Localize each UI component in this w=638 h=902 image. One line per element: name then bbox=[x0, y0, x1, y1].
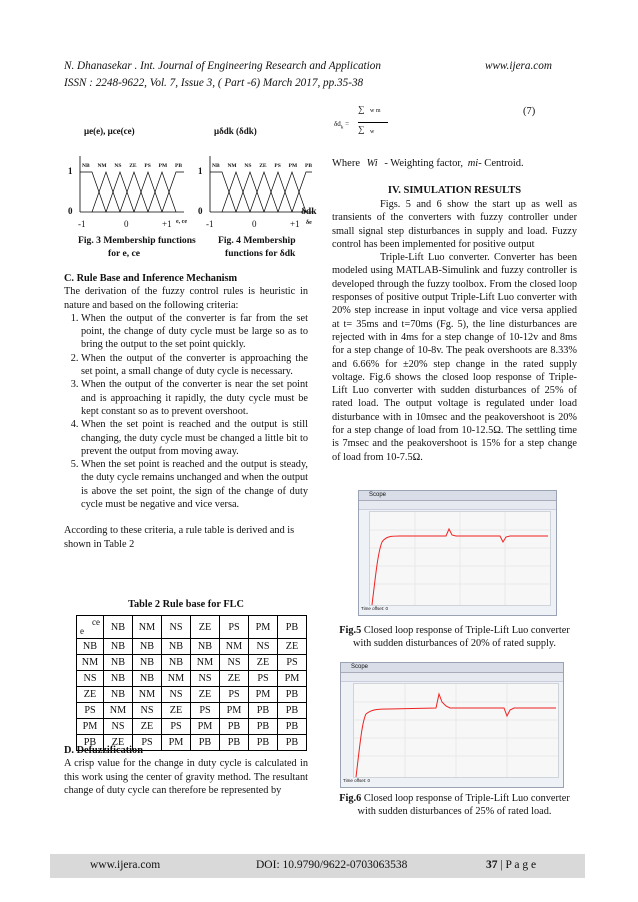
page-footer bbox=[50, 854, 585, 878]
footer-page-word: | P a g e bbox=[497, 859, 537, 871]
fig5-waveform bbox=[370, 512, 550, 605]
fig3-caption-line1: Fig. 3 Membership functions bbox=[78, 235, 196, 246]
fig3-one: 1 bbox=[68, 166, 73, 176]
table-cell: PS bbox=[249, 671, 278, 687]
section-c-heading: C. Rule Base and Inference Mechanism bbox=[64, 273, 238, 284]
table-cell: NB bbox=[104, 639, 133, 655]
table-cell: PB bbox=[249, 719, 278, 735]
fig3-tick-zero: 0 bbox=[124, 219, 129, 229]
table-cell: ZE bbox=[249, 655, 278, 671]
criterion-item: 4. When the set point is reached and the output is still changing, the duty cycle must be changed a little bit to prevent the output from moving away. bbox=[81, 418, 308, 458]
table-cell: PM bbox=[278, 671, 307, 687]
fig3-caption-line2: for e, ce bbox=[108, 248, 141, 259]
table-col-header: PM bbox=[249, 616, 278, 639]
table-cell: PS bbox=[220, 687, 249, 703]
fig4-tick-pos: +1 bbox=[290, 219, 300, 229]
eq-sum-bottom: ∑ bbox=[358, 124, 365, 134]
fig4-set: ZE bbox=[259, 163, 267, 169]
table-cell: ZE bbox=[191, 687, 220, 703]
table-row bbox=[77, 687, 307, 703]
table-cell: PS bbox=[133, 735, 162, 751]
table-cell: PS bbox=[278, 655, 307, 671]
table-cell: NS bbox=[191, 671, 220, 687]
section-iv-para2: Triple-Lift Luo converter. Converter has been modeled using MATLAB-Simulink and fuzzy controller is developed through the fuzzy toolbox. From the closed loop responses of positive output Triple-Lift Luo converter with 20% step increase in input voltage and vice versa applied at t= 35ms and t=70ms (Fg. 5), the line disturbances are rejected with in 4ms for a step change of 10-12v and 8ms for a step change of 10-8v. The peak overshoots are 8.33% and 6.66% for ±20% step change in the rated supply voltage. Fig.6 shows the closed loop response of Triple-Lift Luo converter with sudden disturbances of 25% of rated load. The output voltage is regulated under load disturbance with in 10msec and the peakovershoot is 20% for a step change of load from 10-12.5Ω. The settling time is 7msec and the peakovershoot is 15% for a step change of load from 10-7.5Ω. bbox=[332, 252, 577, 463]
table-cell: NS bbox=[133, 703, 162, 719]
table-cell: PM bbox=[220, 703, 249, 719]
fig4-set-labels bbox=[212, 163, 312, 169]
journal-authors: N. Dhanasekar . Int. Journal of Engineering Research and Application bbox=[64, 60, 381, 72]
table-cell: NB bbox=[133, 655, 162, 671]
eq-denominator: w bbox=[370, 129, 375, 135]
table-cell: ZE bbox=[220, 671, 249, 687]
row-header: PB bbox=[77, 735, 104, 751]
fig4-caption-line1: Fig. 4 Membership bbox=[218, 235, 296, 246]
table-cell: PB bbox=[191, 735, 220, 751]
eq-lhs-sub: k bbox=[340, 125, 344, 131]
where-wi: Wi bbox=[366, 158, 378, 169]
eq-lhs-text: δd bbox=[334, 120, 341, 128]
row-header: NS bbox=[77, 671, 104, 687]
table-cell: PB bbox=[278, 687, 307, 703]
fig3-ylabel: μe(e), μce(ce) bbox=[84, 126, 135, 136]
fig5-plot-area bbox=[369, 511, 551, 606]
row-header: NB bbox=[77, 639, 104, 655]
criteria-list bbox=[64, 312, 308, 511]
fig4-axis2: δe bbox=[306, 220, 312, 226]
fig6-window-title: Scope bbox=[351, 664, 369, 670]
table-cell: PB bbox=[278, 719, 307, 735]
table-cell: PS bbox=[162, 719, 191, 735]
table-cell: ZE bbox=[104, 735, 133, 751]
table-cell: ZE bbox=[162, 703, 191, 719]
table-cell: NB bbox=[162, 639, 191, 655]
table-cell: NM bbox=[104, 703, 133, 719]
fig3-set: PB bbox=[174, 163, 182, 169]
criterion-item: 2. When the output of the converter is approaching the set point, a small change of duty cycle is necessary. bbox=[81, 352, 308, 379]
fig5-window-title: Scope bbox=[369, 492, 387, 498]
table-cell: ZE bbox=[133, 719, 162, 735]
table-col-header: NS bbox=[162, 616, 191, 639]
fig5-toolbar bbox=[359, 501, 556, 510]
table-cell: NB bbox=[104, 671, 133, 687]
table-cell: NM bbox=[191, 655, 220, 671]
fig5-caption-label: Fig.5 bbox=[339, 625, 362, 636]
fig3-set: PS bbox=[144, 163, 151, 169]
table-col-header: NB bbox=[104, 616, 133, 639]
fig5-scope-window bbox=[358, 490, 557, 616]
fig3-set: NM bbox=[97, 163, 107, 169]
table-cell: PS bbox=[191, 703, 220, 719]
fig6-toolbar bbox=[341, 673, 563, 682]
table-row bbox=[77, 671, 307, 687]
table-cell: NS bbox=[162, 687, 191, 703]
table-cell: PB bbox=[220, 719, 249, 735]
footer-page bbox=[486, 859, 536, 871]
section-c bbox=[64, 272, 308, 551]
fig4-tick-neg: -1 bbox=[206, 219, 214, 229]
section-iv-heading: IV. SIMULATION RESULTS bbox=[387, 185, 522, 196]
where-text1: Where bbox=[332, 158, 360, 169]
footer-site: www.ijera.com bbox=[90, 859, 161, 871]
table-cell: NS bbox=[104, 719, 133, 735]
criterion-item: 1. When the output of the converter is far from the set point, the change of duty cycle must be large so as to bring the output to the set point quickly. bbox=[81, 312, 308, 352]
table-row bbox=[77, 719, 307, 735]
table-row bbox=[77, 703, 307, 719]
table-row bbox=[77, 655, 307, 671]
fig3-set: PM bbox=[158, 163, 168, 169]
table-corner bbox=[77, 616, 104, 639]
table-row bbox=[77, 639, 307, 655]
footer-page-number: 37 bbox=[486, 859, 498, 871]
fig4-axis: δdk bbox=[301, 207, 317, 217]
fig5-caption bbox=[332, 624, 577, 650]
fig5-status: Time offset: 0 bbox=[361, 606, 389, 611]
table-cell: NB bbox=[191, 639, 220, 655]
row-header: NM bbox=[77, 655, 104, 671]
table-cell: PB bbox=[278, 735, 307, 751]
table-cell: PM bbox=[162, 735, 191, 751]
fig4-caption-line2: functions for δdk bbox=[225, 248, 296, 259]
table-col-header: PB bbox=[278, 616, 307, 639]
table-cell: NB bbox=[162, 655, 191, 671]
section-iv-para1: Figs. 5 and 6 show the start up as well as transients of the converters with fuzzy controller under small signal step disturbances in supply and load. Fuzzy control has been implemented for positive output bbox=[332, 199, 577, 250]
section-c-intro: The derivation of the fuzzy control rules is heuristic in nature and based on the following criteria: bbox=[64, 286, 308, 311]
fig6-status: Time offset: 0 bbox=[343, 778, 371, 783]
table-cell: NM bbox=[162, 671, 191, 687]
fig6-caption bbox=[332, 792, 577, 818]
table-cell: PB bbox=[220, 735, 249, 751]
fig3-tick-pos: +1 bbox=[162, 219, 172, 229]
table-cell: PB bbox=[249, 735, 278, 751]
row-header: ZE bbox=[77, 687, 104, 703]
fig3-zero: 0 bbox=[68, 206, 73, 216]
fig6-caption-label: Fig.6 bbox=[339, 793, 362, 804]
fig3-set: ZE bbox=[129, 163, 137, 169]
table-col-header: ZE bbox=[191, 616, 220, 639]
fig3-set: NS bbox=[114, 163, 122, 169]
journal-site: www.ijera.com bbox=[485, 60, 552, 72]
fig6-scope-window bbox=[340, 662, 564, 788]
table2-title: Table 2 Rule base for FLC bbox=[128, 599, 244, 610]
table-cell: PM bbox=[191, 719, 220, 735]
corner-e: e bbox=[80, 626, 84, 636]
eq-fraction-bar bbox=[358, 122, 388, 123]
table-cell: PM bbox=[249, 687, 278, 703]
fig4-set: NM bbox=[227, 163, 237, 169]
fig6-plot-area bbox=[353, 683, 559, 778]
where-text2: - Weighting factor, bbox=[384, 158, 464, 169]
section-iv bbox=[332, 198, 577, 464]
footer-doi: DOI: 10.9790/9622-0703063538 bbox=[256, 859, 408, 871]
corner-ce: ce bbox=[92, 617, 100, 627]
table-cell: NB bbox=[104, 687, 133, 703]
row-header: PM bbox=[77, 719, 104, 735]
fig4-set: NS bbox=[244, 163, 252, 169]
row-header: PS bbox=[77, 703, 104, 719]
eq-numerator: w m bbox=[370, 108, 381, 114]
rule-table bbox=[76, 615, 307, 751]
criterion-item: 3. When the output of the converter is near the set point and is approaching it rapidly, the duty cycle must be kept constant so as to prevent overshoot. bbox=[81, 378, 308, 418]
table-col-header: NM bbox=[133, 616, 162, 639]
fig4-tick-zero: 0 bbox=[252, 219, 257, 229]
fig4-zero: 0 bbox=[198, 206, 203, 216]
where-text3: - Centroid. bbox=[478, 158, 524, 169]
fig4-ylabel: μδdk (δdk) bbox=[214, 126, 257, 136]
table-cell: NS bbox=[249, 639, 278, 655]
eq-lhs: $\delta d_k$ = bbox=[334, 120, 350, 131]
table-cell: NB bbox=[133, 671, 162, 687]
table-cell: PB bbox=[249, 703, 278, 719]
section-d-heading: D. Defuzzification bbox=[64, 745, 143, 756]
fig4-set: PS bbox=[274, 163, 281, 169]
criterion-item: 5. When the set point is reached and the output is steady, the duty cycle remains unchanged and when the output is above the set point, the sign of the change of duty cycle must be negative and vice versa. bbox=[81, 458, 308, 511]
table-cell: PB bbox=[278, 703, 307, 719]
eq-sum-top: ∑ bbox=[358, 104, 365, 114]
fig3-tick-neg: -1 bbox=[78, 219, 86, 229]
section-d bbox=[64, 744, 308, 797]
section-d-body: A crisp value for the change in duty cycle is calculated in this work using the center of gravity method. The resultant change of duty cycle can therefore be represented by bbox=[64, 758, 308, 796]
fig6-waveform bbox=[354, 684, 558, 777]
fig3-set-labels bbox=[82, 163, 182, 169]
journal-issn: ISSN : 2248-9622, Vol. 7, Issue 3, ( Part -6) March 2017, pp.35-38 bbox=[64, 77, 364, 89]
fig6-caption-text: Closed loop response of Triple-Lift Luo converter with sudden disturbances of 25% of rated load. bbox=[357, 793, 570, 817]
fig4-set: PM bbox=[288, 163, 298, 169]
table-cell: NS bbox=[220, 655, 249, 671]
fig4-one: 1 bbox=[198, 166, 203, 176]
table-cell: NB bbox=[133, 639, 162, 655]
table-cell: NM bbox=[133, 687, 162, 703]
table-cell: NM bbox=[220, 639, 249, 655]
fig3-axis: e, ce bbox=[176, 219, 187, 225]
fig5-caption-text: Closed loop response of Triple-Lift Luo converter with sudden disturbances of 20% of rated supply. bbox=[353, 625, 570, 649]
where-line bbox=[332, 157, 577, 170]
where-mi: mi bbox=[467, 158, 479, 169]
table-cell: ZE bbox=[278, 639, 307, 655]
table-col-header: PS bbox=[220, 616, 249, 639]
fig5-title-bar bbox=[359, 491, 556, 501]
fig6-title-bar bbox=[341, 663, 563, 673]
table-cell: NB bbox=[104, 655, 133, 671]
fig3-set: NB bbox=[82, 163, 90, 169]
eq-number: (7) bbox=[523, 106, 536, 117]
fig4-set: PB bbox=[304, 163, 312, 169]
fig4-set: NB bbox=[212, 163, 220, 169]
equation-7 bbox=[330, 100, 550, 150]
section-c-conclusion: According to these criteria, a rule table is derived and is shown in Table 2 bbox=[64, 525, 295, 550]
